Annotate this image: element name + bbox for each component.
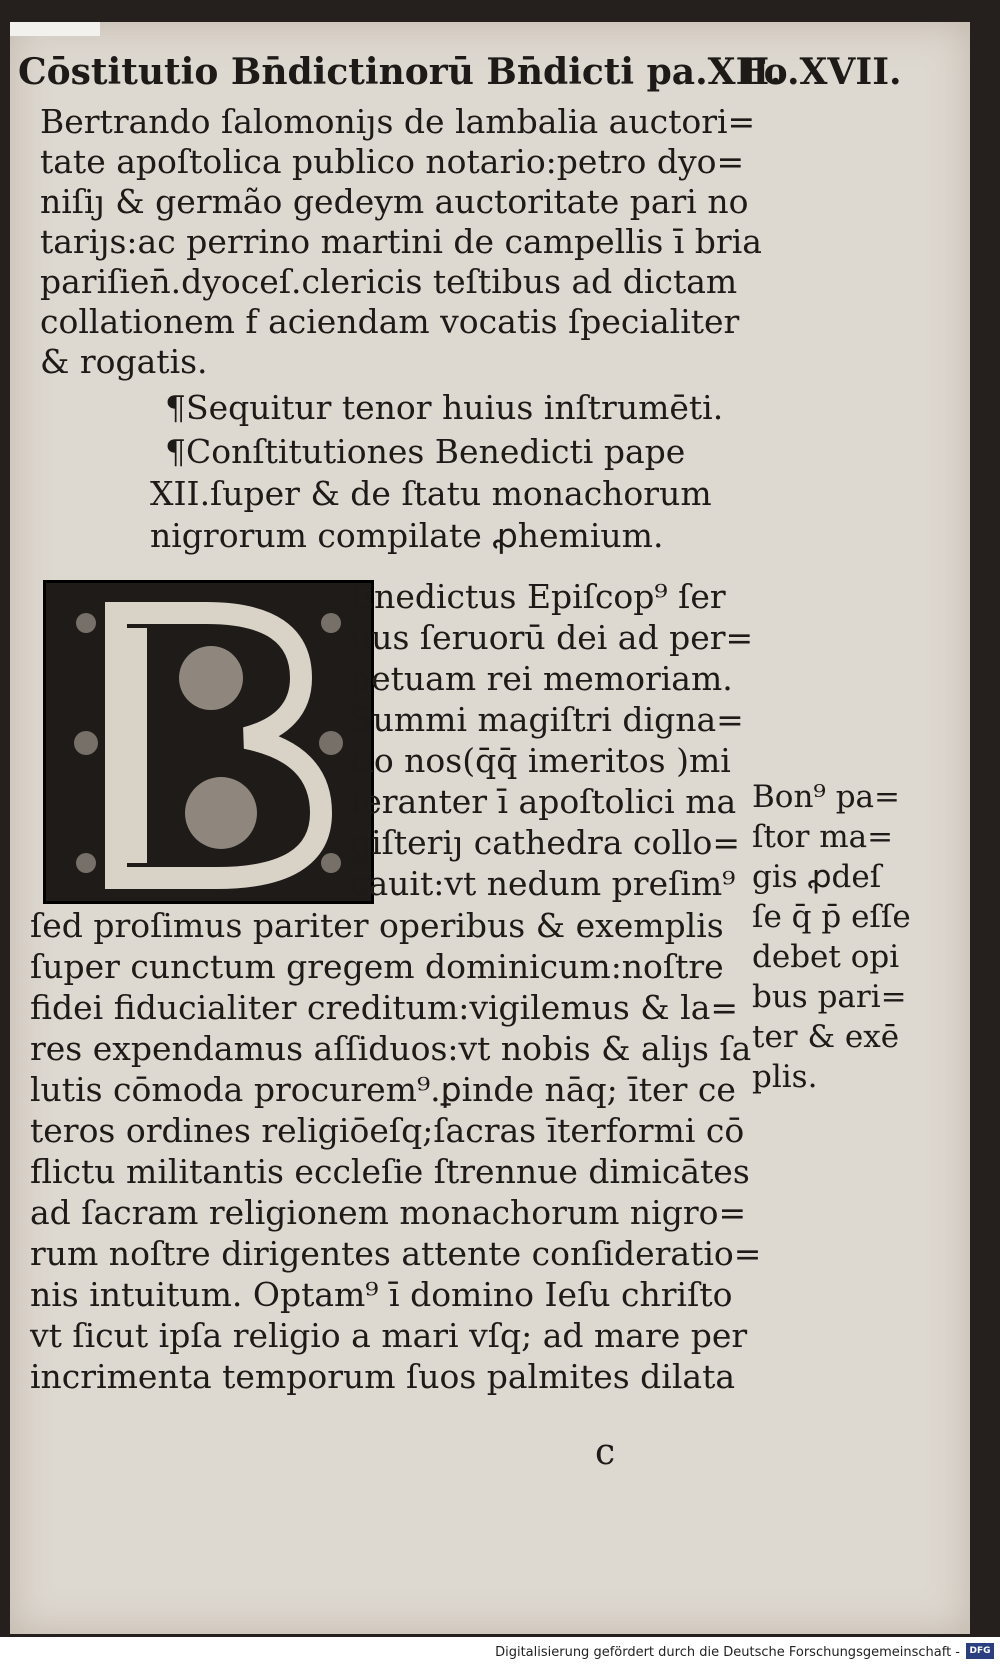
dfg-logo: DFG xyxy=(966,1643,994,1659)
body-line: rum noſtre dirigentes attente conſideratio= xyxy=(30,1234,762,1273)
body-line: pariſien̄.dyoceſ.clericis teſtibus ad dictam xyxy=(40,262,738,301)
marginal-note-line: debet opi xyxy=(752,939,900,975)
book-page xyxy=(10,22,970,1634)
body-line: lutis cōmoda procurem⁹.ꝑinde nāq; īter ce xyxy=(30,1070,736,1109)
signature-mark: c xyxy=(595,1432,616,1473)
body-line: ſeranter ī apoſtolici ma xyxy=(350,782,737,821)
body-line: nis intuitum. Optam⁹ ī domino Ieſu chriſto xyxy=(30,1275,733,1314)
marginal-note-line: plis. xyxy=(752,1059,818,1095)
body-line: ſed proſimus pariter operibus & exemplis xyxy=(30,906,724,945)
body-line: incrimenta temporum ſuos palmites dilata xyxy=(30,1357,736,1396)
body-line: Summi magiſtri digna= xyxy=(350,700,744,739)
body-line: & rogatis. xyxy=(40,342,208,381)
body-line: fidei fiducialiter creditum:vigilemus & la= xyxy=(30,988,739,1027)
funding-credit: Digitalisierung gefördert durch die Deutsche Forschungsgemeinschaft - xyxy=(495,1645,960,1660)
section-heading: nigrorum compilate ꝓhemium. xyxy=(150,516,664,555)
section-heading: ¶Conſtitutiones Benedicti pape xyxy=(165,432,686,471)
folio-number: Fo.XVII. xyxy=(740,51,902,93)
scan-ruler xyxy=(10,22,100,36)
body-line: flictu militantis eccleſie ſtrennue dimicātes xyxy=(30,1152,750,1191)
body-line: petuam rei memoriam. xyxy=(350,659,733,698)
marginal-note-line: ſe q̄ p̄ eſſe xyxy=(752,899,911,935)
body-line: collationem f aciendam vocatis ſpecialiter xyxy=(40,302,740,341)
body-line: teros ordines religiōeſq;ſacras īterformi cō xyxy=(30,1111,745,1150)
section-heading: ¶Sequitur tenor huius inſtrumēti. xyxy=(165,388,724,427)
body-line: tariȷs:ac perrino martini de campellis ī bria xyxy=(40,222,762,261)
marginal-note-line: ter & exē xyxy=(752,1019,900,1055)
body-line: res expendamus aſſiduos:vt nobis & aliȷs ſa xyxy=(30,1029,752,1068)
body-line: giſteriȷ cathedra collo= xyxy=(350,823,740,862)
marginal-note-line: ſtor ma= xyxy=(752,819,894,855)
body-line: Bertrando ſalomoniȷs de lambalia auctori= xyxy=(40,102,756,141)
marginal-note-line: Bon⁹ pa= xyxy=(752,779,900,815)
body-line: ſuper cunctum gregem dominicum:noſtre xyxy=(30,947,724,986)
body-line: cauit:vt nedum preſim⁹ xyxy=(350,864,736,903)
running-title: Cōstitutio Bn̄dictinorū Bn̄dicti pa.XII. xyxy=(18,51,782,93)
body-line: Enedictus Epiſcop⁹ ſer xyxy=(350,577,726,616)
body-line: niſiȷ & germão gedeym auctoritate pari no xyxy=(40,182,749,221)
section-heading: XII.ſuper & de ſtatu monachorum xyxy=(150,474,712,513)
body-line: vt ſicut ipſa religio a mari vſq; ad mare per xyxy=(30,1316,748,1355)
decorated-initial-b xyxy=(43,580,374,904)
marginal-note-line: gis ꝓdeſ xyxy=(752,859,882,895)
body-line: uus ſeruorū dei ad per= xyxy=(350,618,754,657)
body-line: tio nos(q̄q̄ imeritos )mi xyxy=(350,741,731,780)
body-line: tate apoſtolica publico notario:petro dyo= xyxy=(40,142,745,181)
marginal-note-line: bus pari= xyxy=(752,979,907,1015)
digitization-footer xyxy=(0,1637,1000,1667)
body-line: ad ſacram religionem monachorum nigro= xyxy=(30,1193,747,1232)
